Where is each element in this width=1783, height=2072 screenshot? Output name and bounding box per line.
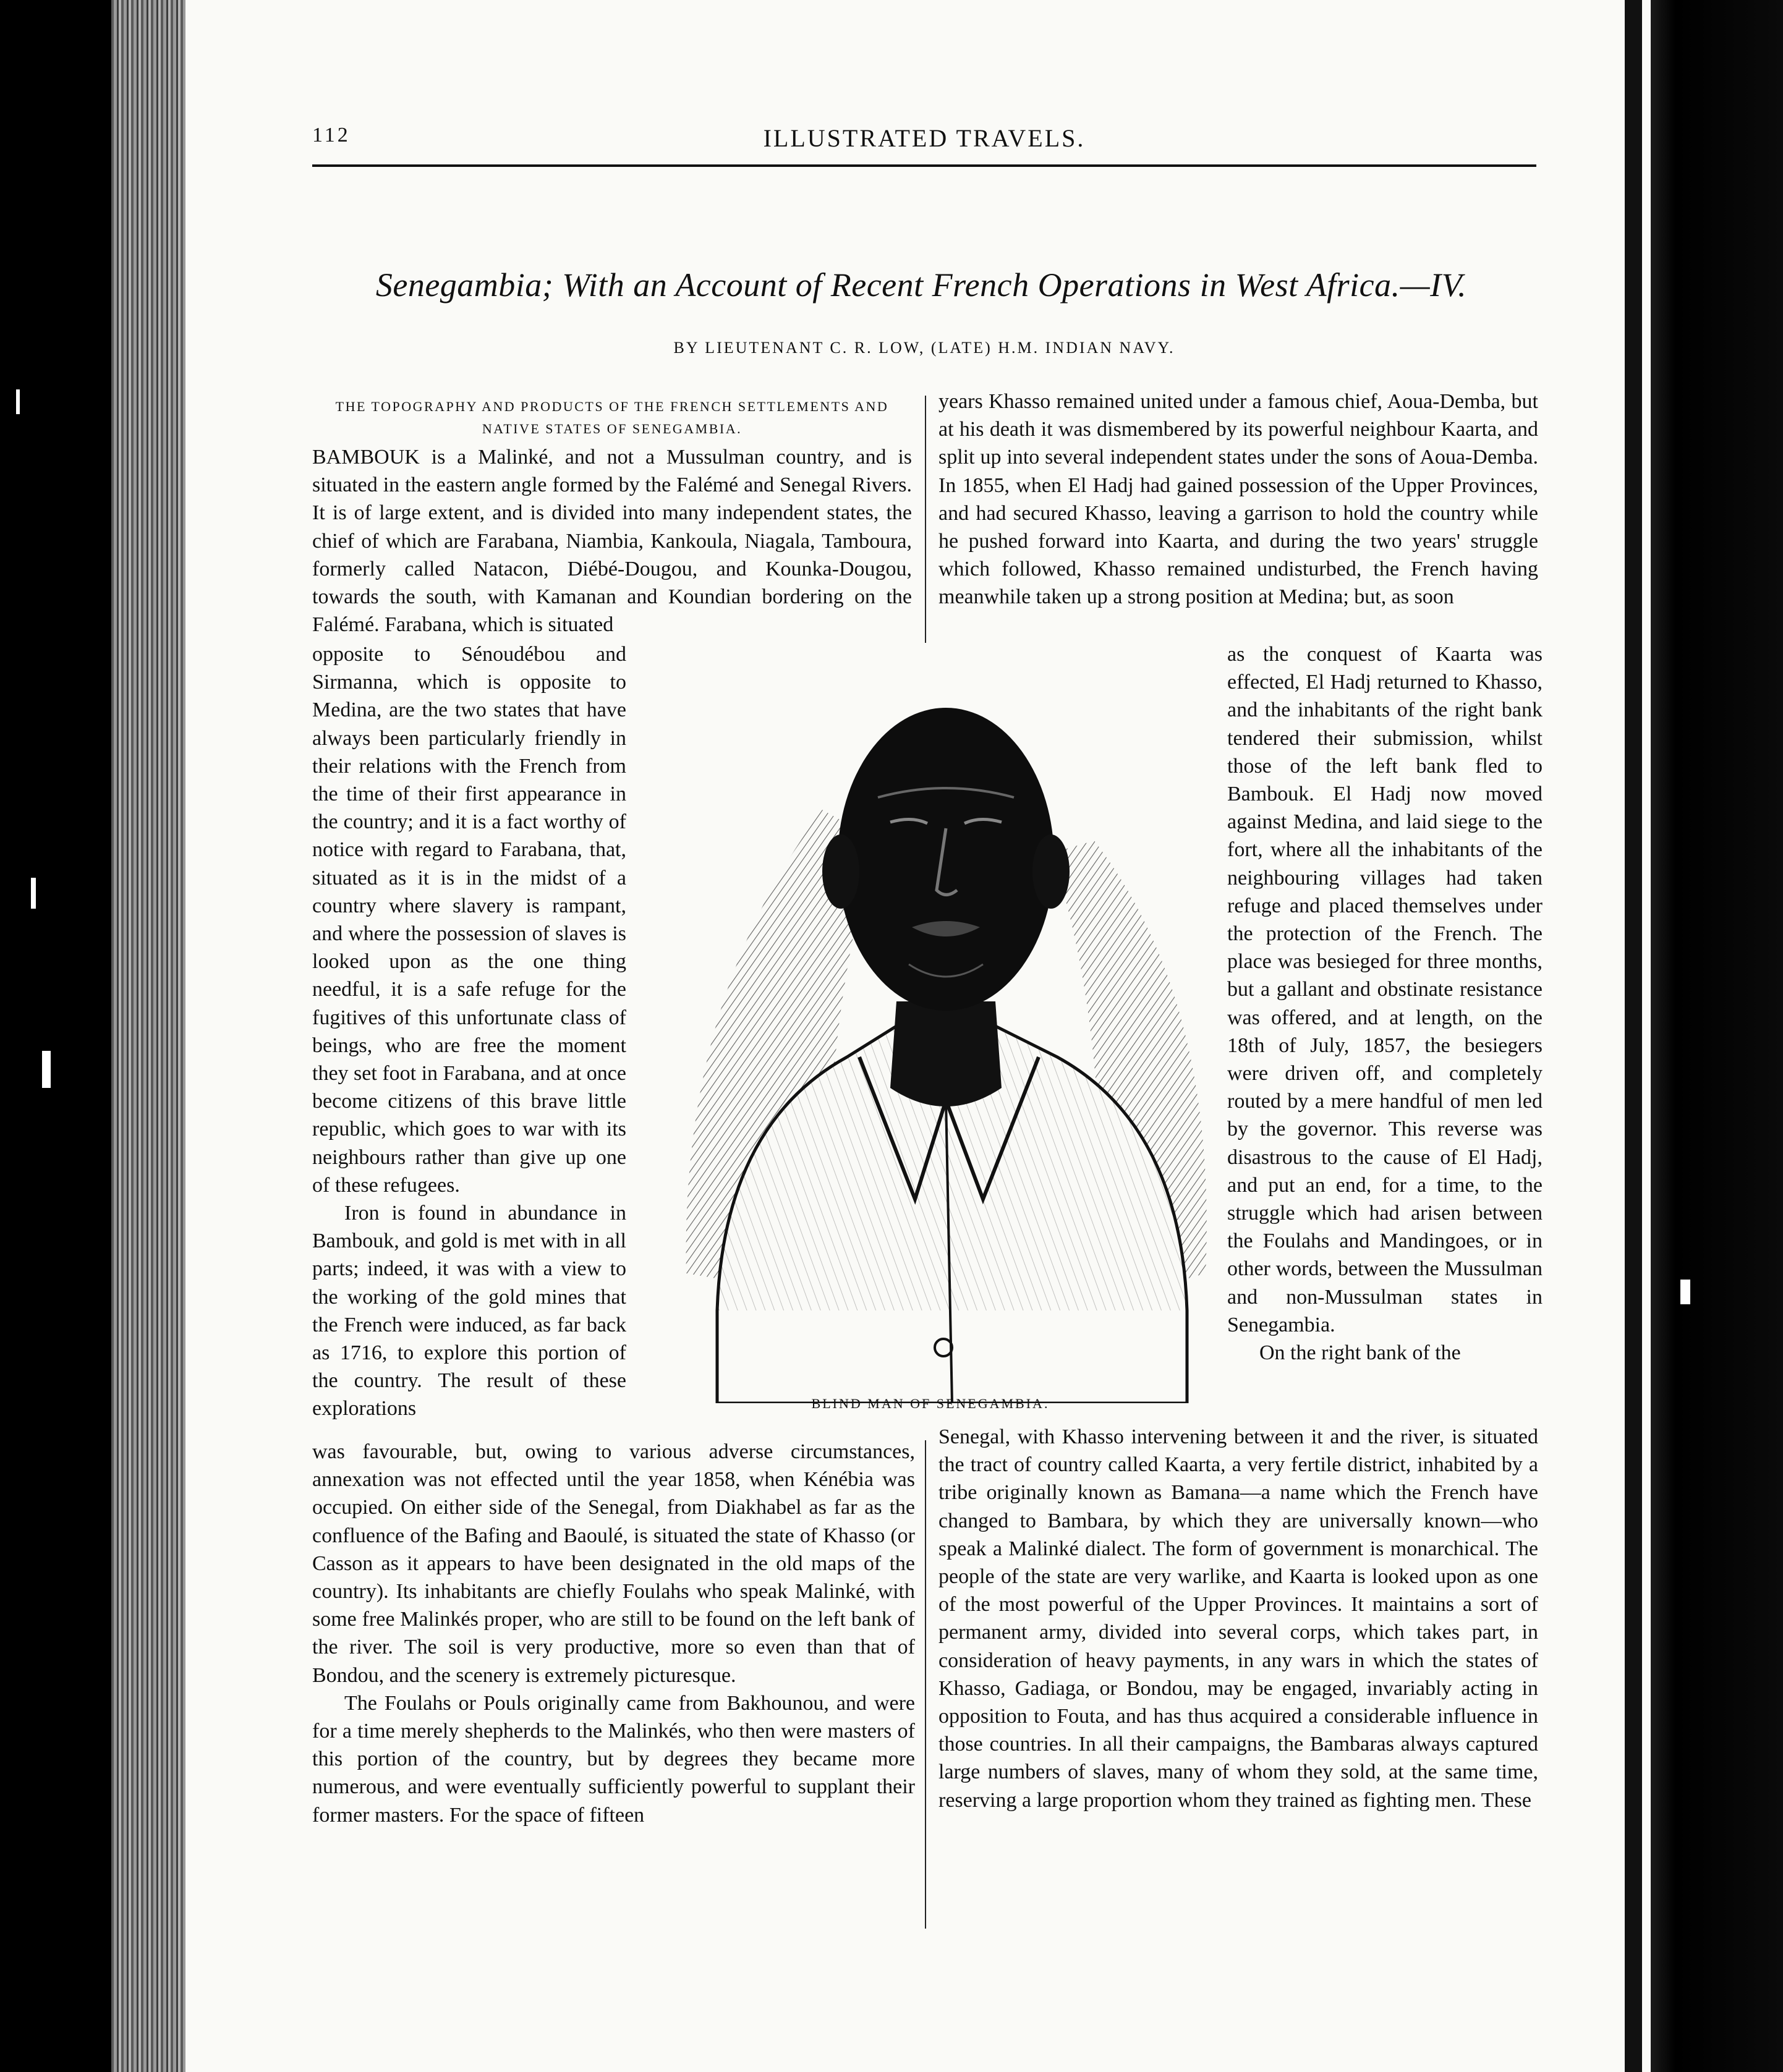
right-column-bottom <box>938 1423 1538 1814</box>
column-rule <box>925 396 926 643</box>
scan-border-right <box>1651 0 1783 2072</box>
paragraph: BAMBOUK is a Malinké, and not a Mussulman country, and is situated in the eastern angle formed by the Falémé and Senegal Rivers. It is of large extent, and is divided into many independent states, the chief of which are Farabana, Niambia, Kankoula, Niagala, Tamboura, formerly called Natacon, Diébé-Dougou, and Kounka-Dougou, towards the south, with Kamanan and Koundian bordering on the Falémé. Farabana, which is situated <box>312 446 912 637</box>
right-column-wrap <box>1227 640 1543 1367</box>
scan-speck <box>42 1051 51 1088</box>
header-rule <box>312 164 1536 167</box>
right-column-top <box>938 388 1538 611</box>
paragraph: as the conquest of Kaarta was effected, El Hadj returned to Khasso, and the inhabitants of the right bank tendered their submission, whilst those of the left bank fled to Bambouk. El Hadj now moved against Medina, and laid siege to the fort, where all the inhabitants of the neighbouring villages had taken refuge and placed themselves under the protection of the French. The place was besieged for three months, but a gallant and obstinate resistance was offered, and at length, on the 18th of July, 1857, the besiegers were driven off, and completely routed by a mere handful of men led by the governor. This reverse was disastrous to the cause of El Hadj, and put an end, for a time, to the struggle which had arisen between the Foulahs and Mandingoes, or in other words, between the Mussulman and non-Mussulman states in Senegambia. <box>1227 643 1543 1336</box>
paragraph: opposite to Sénoudébou and Sirmanna, which is opposite to Medina, are the two states that have always been particularly friendly in their relations with the French from the time of their first appearance in the country; and it is a fact worthy of notice with regard to Farabana, that, situated as it is in the midst of a country where slavery is rampant, and where the possession of slaves is looked upon as the one thing needful, it is a safe refuge for the fugitives of this unfortunate class of beings, who are free the moment they set foot in Farabana, and at once become citizens of this brave little republic, which goes to war with its neighbours rather than give up one of these refugees. <box>312 643 626 1197</box>
figure-caption: BLIND MAN OF SENEGAMBIA. <box>811 1396 1050 1411</box>
page-number: 112 <box>312 124 351 146</box>
paragraph: Senegal, with Khasso intervening between it and the river, is situated the tract of country called Kaarta, a very fertile district, inhabited by a tribe originally known as Bamana—a name which the French have changed to Bambara, by which they are universally known—who speak a Malinké dialect. The form of government is monarchical. The people of the state are very warlike, and Kaarta is looked upon as one of the most powerful of the Upper Provinces. It maintains a sort of permanent army, divided into several corps, which takes part, in consideration of heavy payments, in any wars in which the states of Khasso, Gadiaga, or Bondou, may be engaged, invariably acting in opposition to Fouta, and has thus acquired a considerable influence in those countries. In all their campaigns, the Bambaras always captured large numbers of slaves, many of whom they sold, at the same time, reserving a large proportion whom they trained as fighting men. These <box>938 1425 1538 1812</box>
left-column-wrap <box>312 640 626 1423</box>
portrait-engraving <box>674 655 1218 1403</box>
byline: BY LIEUTENANT C. R. LOW, (LATE) H.M. INDIAN NAVY. <box>673 339 1175 357</box>
paragraph: years Khasso remained united under a famous chief, Aoua-Demba, but at his death it was dismembered by its powerful neighbour Kaarta, and split up into several independent states under the sons of Aoua-Demba. In 1855, when El Hadj had gained possession of the Upper Provinces, and had secured Khasso, leaving a garrison to hold the country while he pushed forward into Kaarta, and during the two years' struggle which followed, Khasso remained undisturbed, the French having meanwhile taken up a strong position at Medina; but, as soon <box>938 390 1538 609</box>
article-title: Senegambia; With an Account of Recent French Operations in West Africa.—IV. <box>375 266 1467 304</box>
paragraph: The Foulahs or Pouls originally came from Bakhounou, and were for a time merely shepherds to the Malinkés, who then were masters of this portion of the country, but by degrees they became more numerous, and were eventually sufficiently powerful to supplant their former masters. For the space of fifteen <box>312 1691 915 1827</box>
running-title: ILLUSTRATED TRAVELS. <box>763 124 1086 152</box>
left-column-top <box>312 443 912 639</box>
running-head <box>312 124 1536 161</box>
section-heading-line: THE TOPOGRAPHY AND PRODUCTS OF THE FRENCH SETTLEMENTS AND <box>335 399 889 414</box>
paragraph: On the right bank of the <box>1259 1341 1461 1365</box>
scan-speck <box>31 878 36 909</box>
paragraph: Iron is found in abundance in Bambouk, and gold is met with in all parts; indeed, it was with a view to the working of the gold mines that the French were induced, as far back as 1716, to explore this portion of the country. The result of these explorations <box>312 1202 626 1420</box>
book-page-edges <box>111 0 192 2072</box>
section-heading-line: NATIVE STATES OF SENEGAMBIA. <box>482 421 743 436</box>
left-column-bottom <box>312 1438 915 1829</box>
section-heading <box>312 396 912 440</box>
paragraph: was favourable, but, owing to various adverse circumstances, annexation was not effected until the year 1858, when Kénébia was occupied. On either side of the Senegal, from Diakhabel as far as the confluence of the Bafing and Baoulé, is situated the state of Khasso (or Casson as it appears to have been designated in the old maps of the country). Its inhabitants are chiefly Foulahs who speak Malinké, with some free Malinkés proper, who are still to be found on the left bank of the river. The soil is very productive, more so even than that of Bondou, and the scenery is extremely picturesque. <box>312 1440 915 1687</box>
column-rule <box>925 1440 926 1929</box>
scan-speck <box>1680 1280 1690 1304</box>
binding-shadow <box>1625 0 1642 2072</box>
scan-speck <box>16 389 20 414</box>
